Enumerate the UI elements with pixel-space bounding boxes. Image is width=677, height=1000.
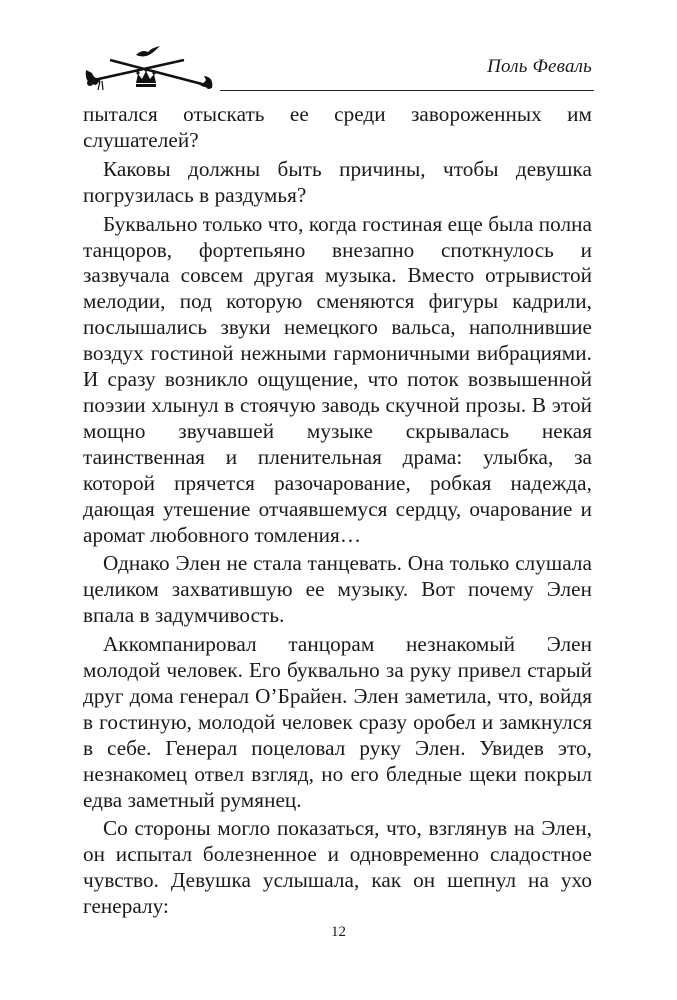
paragraph: пытался отыскать ее среди завороженных им слушателей? [83, 102, 592, 152]
paragraph: Каковы должны быть причины, чтобы девушка погрузилась в раздумья? [83, 156, 592, 207]
running-header [80, 40, 594, 92]
paragraph: Со стороны могло показаться, что, взглянув на Элен, он испытал болезненное и одновременно сладостное чувство. Девушка услышала, как он шепнул на ухо генералу: [83, 816, 592, 919]
page-number: 12 [331, 924, 346, 940]
crossed-swords-crown-bird-icon [80, 40, 218, 92]
running-header-author: Поль Феваль [487, 56, 592, 77]
paragraph: Аккомпанировал танцорам незнакомый Элен молодой человек. Его буквально за руку привел старый друг дома генерал О’Брайен. Элен заметила, что, войдя в гостиную, молодой человек сразу оробел и замкнулся в себе. Генерал поцеловал руку Элен. Увидев это, незнакомец отвел взгляд, но его бледные щеки покрыл едва заметный румянец. [83, 632, 592, 812]
body-text [83, 102, 592, 923]
paragraph: Буквально только что, когда гостиная еще была полна танцоров, фортепьяно внезапно споткнулось и зазвучала совсем другая музыка. Вместо отрывистой мелодии, под которую сменяются фигуры кадрили, послышались звуки немецкого вальса, наполнившие воздух гостиной нежными гармоничными вибрациями. И сразу возникло ощущение, что поток возвышенной поэзии хлынул в стоячую заводь скучной прозы. В этой мощно звучавшей музыке скрывалась некая таинственная и пленительная драма: улыбка, за которой прячется разочарование, робкая надежда, дающая утешение отчаявшемуся сердцу, очарование и аромат любовного томления… [83, 211, 592, 547]
paragraph: Однако Элен не стала танцевать. Она только слушала целиком захватившую ее музыку. Вот почему Элен впала в задумчивость. [83, 551, 592, 628]
header-rule [220, 90, 594, 91]
